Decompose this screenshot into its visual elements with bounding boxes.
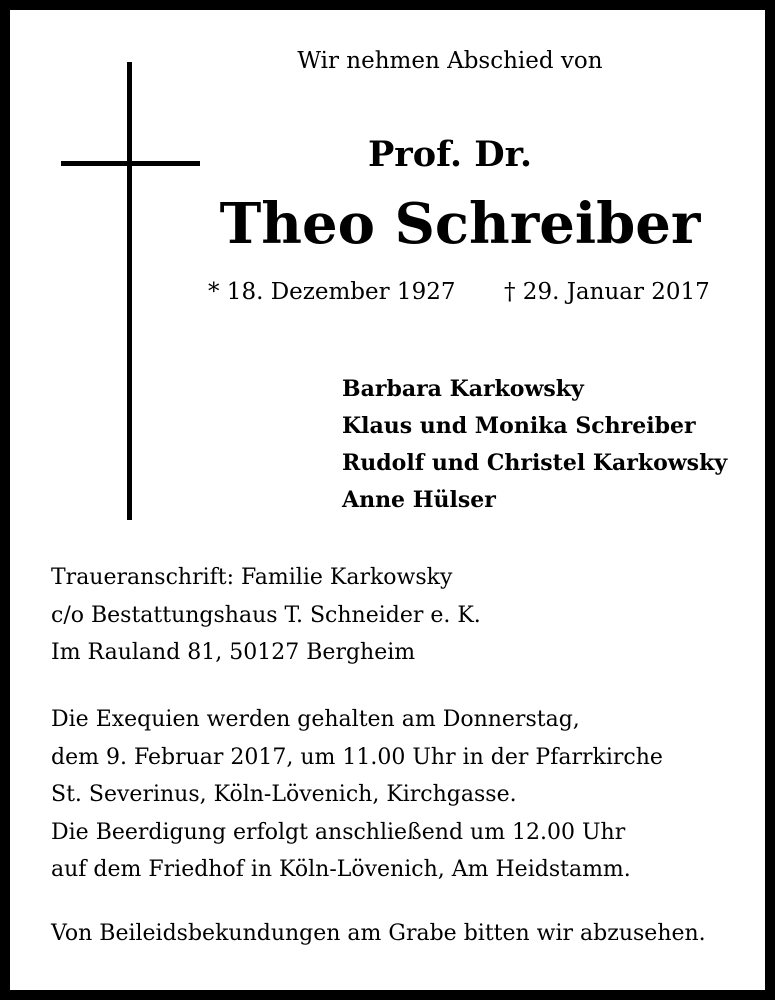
- service-line: Die Beerdigung erfolgt anschließend um 12.00 Uhr: [51, 819, 626, 845]
- academic-title: Prof. Dr.: [367, 134, 533, 175]
- death-date: † 29. Januar 2017: [504, 279, 710, 305]
- closing-note: Von Beileidsbekundungen am Grabe bitten wir abzusehen.: [51, 921, 706, 946]
- address-line: c/o Bestattungshaus T. Schneider e. K.: [51, 602, 481, 628]
- mourner-name: Anne Hülser: [342, 487, 496, 513]
- birth-date: * 18. Dezember 1927: [208, 279, 456, 305]
- address-line: Im Rauland 81, 50127 Bergheim: [51, 640, 416, 665]
- cross-icon-horizontal-bar: [61, 161, 200, 166]
- mourner-name: Barbara Karkowsky: [342, 376, 584, 402]
- service-line: auf dem Friedhof in Köln-Lövenich, Am Heidstamm.: [51, 857, 631, 882]
- cross-icon-vertical-bar: [127, 62, 132, 520]
- funeral-service-info: [51, 701, 663, 889]
- mourning-address: [51, 559, 481, 672]
- intro-line: Wir nehmen Abschied von: [297, 48, 603, 74]
- address-line: Traueranschrift: Familie Karkowsky: [51, 565, 453, 590]
- service-line: dem 9. Februar 2017, um 11.00 Uhr in der Pfarrkirche: [51, 744, 663, 770]
- deceased-name: Theo Schreiber: [219, 191, 701, 257]
- mourner-name: Klaus und Monika Schreiber: [342, 413, 696, 439]
- service-line: Die Exequien werden gehalten am Donnerstag,: [51, 707, 580, 732]
- mourner-name: Rudolf und Christel Karkowsky: [342, 450, 728, 476]
- mourners-list: [342, 371, 727, 519]
- service-line: St. Severinus, Köln-Lövenich, Kirchgasse.: [51, 782, 517, 807]
